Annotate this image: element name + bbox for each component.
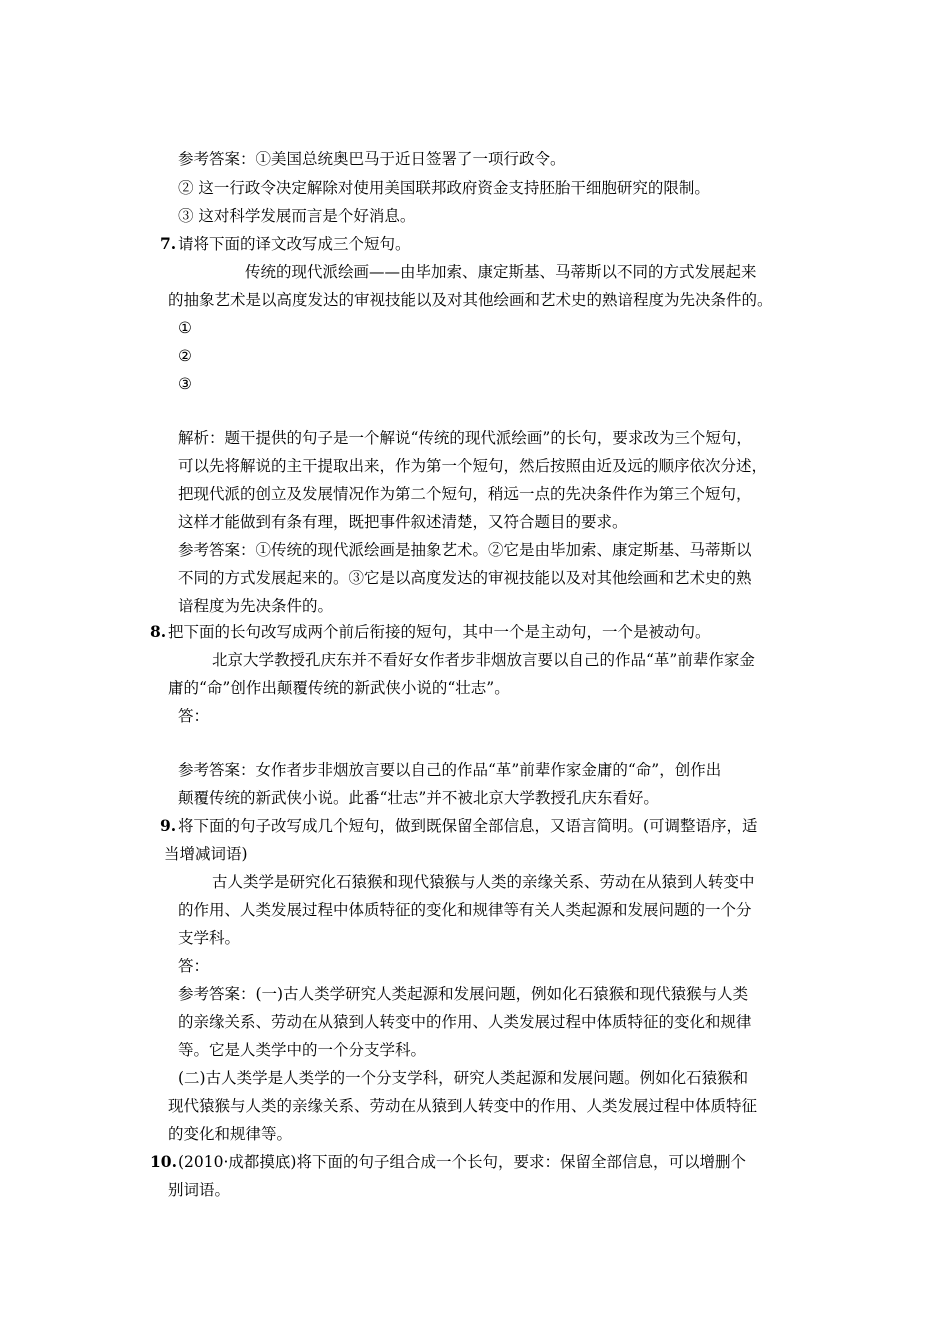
question-prompt: 当增减词语) bbox=[164, 845, 248, 863]
answer-line: 不同的方式发展起来的。③它是以高度发达的审视技能以及对其他绘画和艺术史的熟 bbox=[178, 569, 752, 587]
answer-line: ③ 这对科学发展而言是个好消息。 bbox=[178, 207, 416, 225]
answer-line: 现代猿猴与人类的亲缘关系、劳动在从猿到人转变中的作用、人类发展过程中体质特征 bbox=[168, 1097, 758, 1115]
question-number: 7. bbox=[160, 234, 177, 253]
answer-line: 参考答案：(一)古人类学研究人类起源和发展问题，例如化石猿猴和现代猿猴与人类 bbox=[178, 985, 749, 1003]
analysis-line: 解析：题干提供的句子是一个解说“传统的现代派绘画”的长句，要求改为三个短句， bbox=[178, 429, 752, 447]
answer-line: (二)古人类学是人类学的一个分支学科，研究人类起源和发展问题。例如化石猿猴和 bbox=[178, 1069, 749, 1087]
analysis-line: 这样才能做到有条有理，既把事件叙述清楚，又符合题目的要求。 bbox=[178, 513, 628, 531]
blank-marker: ① bbox=[178, 319, 192, 337]
question-number: 9. bbox=[160, 816, 177, 835]
analysis-line: 把现代派的创立及发展情况作为第二个短句，稍远一点的先决条件作为第三个短句， bbox=[178, 485, 752, 503]
answer-line: 颠覆传统的新武侠小说。此番“壮志”并不被北京大学教授孔庆东看好。 bbox=[178, 789, 659, 807]
answer-label: 答： bbox=[178, 957, 210, 975]
question-prompt: 将下面的句子改写成几个短句，做到既保留全部信息，又语言简明。(可调整语序，适 bbox=[178, 817, 758, 835]
blank-marker: ③ bbox=[178, 375, 192, 393]
question-text: 北京大学教授孔庆东并不看好女作者步非烟放言要以自己的作品“革”前辈作家金 bbox=[212, 651, 755, 669]
answer-line: 的变化和规律等。 bbox=[168, 1125, 293, 1143]
question-text: 支学科。 bbox=[178, 929, 241, 947]
question-number: 8. bbox=[150, 622, 167, 641]
answer-line: ② 这一行政令决定解除对使用美国联邦政府资金支持胚胎干细胞研究的限制。 bbox=[178, 179, 710, 197]
answer-line: 谙程度为先决条件的。 bbox=[178, 597, 334, 615]
question-text: 的作用、人类发展过程中体质特征的变化和规律等有关人类起源和发展问题的一个分 bbox=[178, 901, 752, 919]
question-prompt: 把下面的长句改写成两个前后衔接的短句，其中一个是主动句，一个是被动句。 bbox=[168, 623, 711, 641]
question-prompt: (2010·成都摸底)将下面的句子组合成一个长句，要求：保留全部信息，可以增删个 bbox=[178, 1153, 746, 1171]
answer-line: 等。它是人类学中的一个分支学科。 bbox=[178, 1041, 427, 1059]
question-prompt: 别词语。 bbox=[168, 1181, 231, 1199]
question-text: 的抽象艺术是以高度发达的审视技能以及对其他绘画和艺术史的熟谙程度为先决条件的。 bbox=[168, 291, 773, 309]
question-number: 10. bbox=[150, 1152, 177, 1171]
blank-marker: ② bbox=[178, 347, 192, 365]
answer-line: 参考答案：①美国总统奥巴马于近日签署了一项行政令。 bbox=[178, 150, 566, 168]
question-text: 传统的现代派绘画——由毕加索、康定斯基、马蒂斯以不同的方式发展起来 bbox=[245, 263, 757, 281]
answer-line: 的亲缘关系、劳动在从猿到人转变中的作用、人类发展过程中体质特征的变化和规律 bbox=[178, 1013, 752, 1031]
answer-line: 参考答案：①传统的现代派绘画是抽象艺术。②它是由毕加索、康定斯基、马蒂斯以 bbox=[178, 541, 752, 559]
question-text: 古人类学是研究化石猿猴和现代猿猴与人类的亲缘关系、劳动在从猿到人转变中 bbox=[212, 873, 755, 891]
question-prompt: 请将下面的译文改写成三个短句。 bbox=[178, 235, 411, 253]
analysis-line: 可以先将解说的主干提取出来，作为第一个短句，然后按照由近及远的顺序依次分述， bbox=[178, 457, 768, 475]
answer-line: 参考答案：女作者步非烟放言要以自己的作品“革”前辈作家金庸的“命”，创作出 bbox=[178, 761, 722, 779]
answer-label: 答： bbox=[178, 707, 210, 725]
question-text: 庸的“命”创作出颠覆传统的新武侠小说的“壮志”。 bbox=[168, 679, 510, 697]
